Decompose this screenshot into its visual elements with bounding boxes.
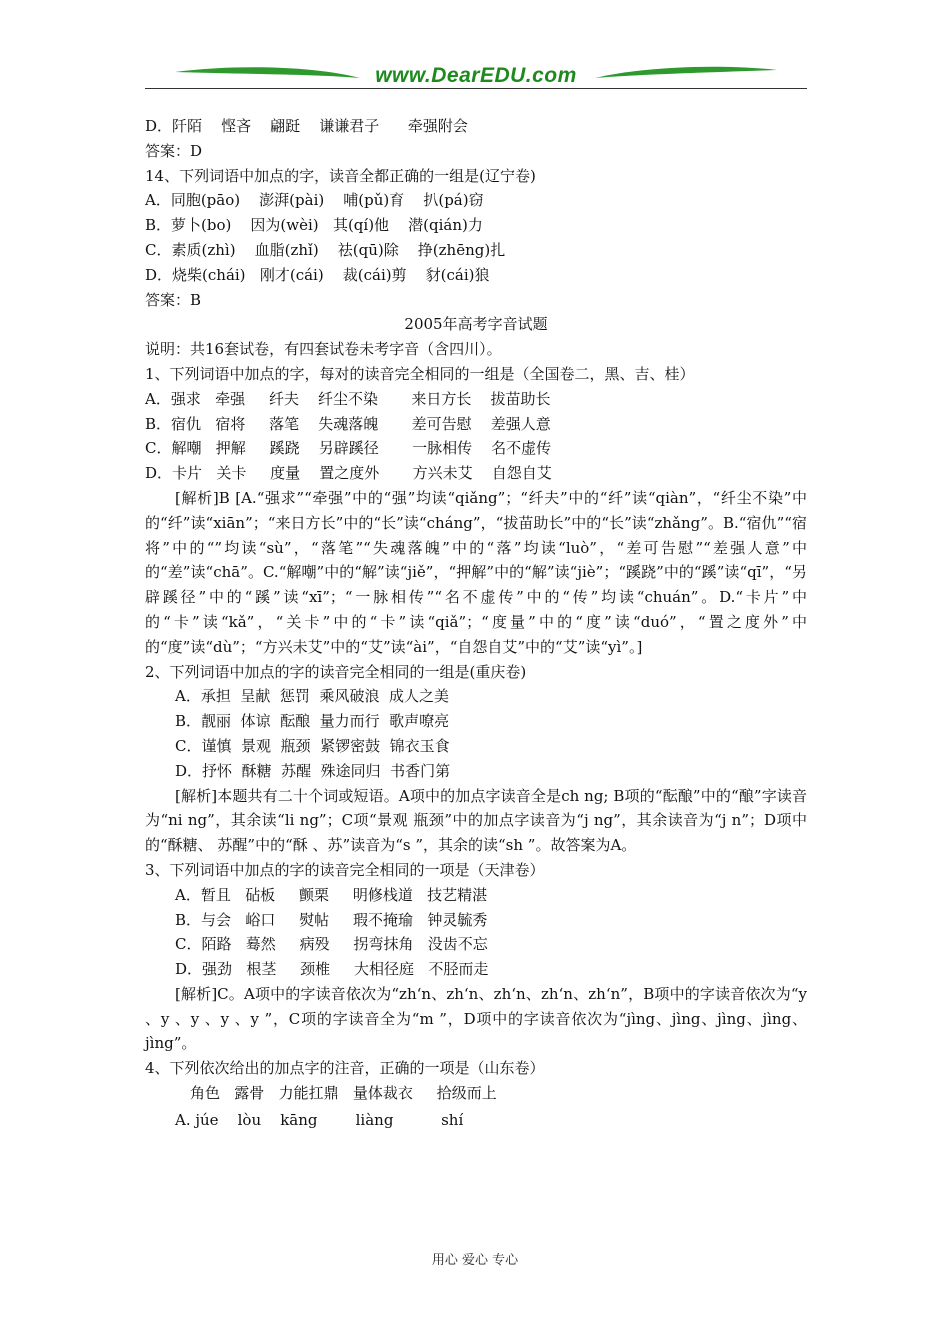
text-line: A．同胞(pāo) 澎湃(pài) 哺(pǔ)育 扒(pá)窃 — [145, 191, 484, 210]
text-line: D．阡陌 悭吝 翩跹 谦谦君子 牵强附会 — [145, 117, 468, 135]
question-option: B．靓丽 体谅 酝酿 量力而行 歌声嘹亮 — [175, 712, 450, 731]
text-line: 14、下列词语中加点的字，读音全都正确的一组是(辽宁卷) — [145, 166, 536, 185]
question-option: A. júe lòu kāng liàng shí — [175, 1110, 464, 1129]
question-option: B．宿仇 宿将 落笔 失魂落魄 差可告慰 差强人意 — [145, 414, 551, 433]
question-stem: 2、下列词语中加点的字的读音完全相同的一组是(重庆卷) — [145, 662, 527, 681]
text-line: C．素质(zhì) 血脂(zhǐ) 祛(qū)除 挣(zhēng)扎 — [145, 240, 506, 259]
analysis-paragraph: [解析]本题共有二十个词或短语。A项中的加点字读音全是ch ng; B项的“酝酿”中的“酿”字读音为“ni ng”，其余读“li ng”；C项“景观 瓶颈”中的加点字读音为“j ng”，其余读音为“j n”；D项中的“酥糖、 苏醒”中的“酥 、苏”读音为“s ”，其余的读“sh ”。故答案为A。 — [145, 786, 807, 855]
question-words: 角色 露骨 力能扛鼎 量体裁衣 拾级而上 — [190, 1084, 497, 1103]
text-line: 答案：B — [145, 290, 202, 309]
question-option: C．谨慎 景观 瓶颈 紧锣密鼓 锦衣玉食 — [175, 736, 450, 755]
site-logo-text: www.DearEDU.com — [375, 64, 577, 87]
page-footer: 用心 爱心 专心 — [431, 1253, 519, 1268]
section-title: 2005年高考字音试题 — [404, 315, 548, 334]
text-line: 答案：D — [145, 141, 203, 160]
document-body — [145, 114, 807, 1133]
question-option: C．陌路 蓦然 病殁 拐弯抹角 没齿不忘 — [175, 935, 488, 954]
question-option: C．解嘲 押解 蹊跷 另辟蹊径 一脉相传 名不虚传 — [145, 439, 552, 458]
analysis-paragraph: [解析]C。A项中的字读音依次为“zh‘n、zh‘n、zh‘n、zh‘n、zh‘n”，B项中的字读音依次为“y 、y 、y 、y 、y ”，C项的字读音全为“m ”，D项中的字读音依次为“jìng、jìng、jìng、jìng、jìng”。 — [145, 984, 807, 1053]
question-option: A．强求 牵强 纤夫 纤尘不染 来日方长 拔苗助长 — [145, 389, 551, 408]
question-stem: 4、下列依次给出的加点字的注音，正确的一项是（山东卷） — [145, 1059, 545, 1078]
question-stem: 1、下列词语中加点的字，每对的读音完全相同的一组是（全国卷二，黑、吉、桂） — [145, 364, 695, 383]
question-option: D．卡片 关卡 度量 置之度外 方兴未艾 自怨自艾 — [145, 464, 552, 483]
text-line: D．烧柴(chái) 刚才(cái) 裁(cái)剪 豺(cái)狼 — [145, 265, 490, 284]
page-header — [145, 58, 807, 92]
text-line: 说明：共16套试卷，有四套试卷未考字音（含四川）。 — [145, 340, 502, 359]
header-divider — [145, 88, 807, 89]
text-line: B．萝卜(bo) 因为(wèi) 其(qí)他 潜(qián)力 — [145, 216, 483, 235]
question-option: A．承担 呈献 惩罚 乘风破浪 成人之美 — [175, 687, 449, 706]
question-option: A．暂且 砧板 颤栗 明修栈道 技艺精湛 — [175, 885, 488, 904]
question-stem: 3、下列词语中加点的字的读音完全相同的一项是（天津卷） — [145, 860, 545, 879]
question-option: D．强劲 根茎 颈椎 大相径庭 不胫而走 — [175, 960, 489, 979]
question-option: B．与会 峪口 熨帖 瑕不掩瑜 钟灵毓秀 — [175, 910, 488, 929]
analysis-paragraph: [解析]B [A.“强求”“牵强”中的“强”均读“qiǎng”；“纤夫”中的“纤”读“qiàn”，“纤尘不染”中的“纤”读“xiān”；“来日方长”中的“长”读“cháng”，“拔苗助长”中的“长”读“zhǎng”。B.“宿仇”“宿将”中的“”均读“sù”，“落笔”“失魂落魄”中的“落”均读“luò”，“差可告慰”“差强人意”中的“差”读“chā”。C.“解嘲”中的“解”读“jiě”，“押解”中的“解”读“jiè”；“蹊跷”中的“蹊”读“qī”，“另辟蹊径”中的“蹊”读“xī”；“一脉相传”“名不虚传”中的“传”均读“chuán”。D.“卡片”中的“卡”读“kǎ”，“关卡”中的“卡”读“qiǎ”；“度量”中的“度”读“duó”，“置之度外”中的“度”读“dù”；“方兴未艾”中的“艾”读“ài”，“自怨自艾”中的“艾”读“yì”。] — [145, 488, 807, 656]
question-option: D．抒怀 酥糖 苏醒 殊途同归 书香门第 — [175, 761, 451, 780]
